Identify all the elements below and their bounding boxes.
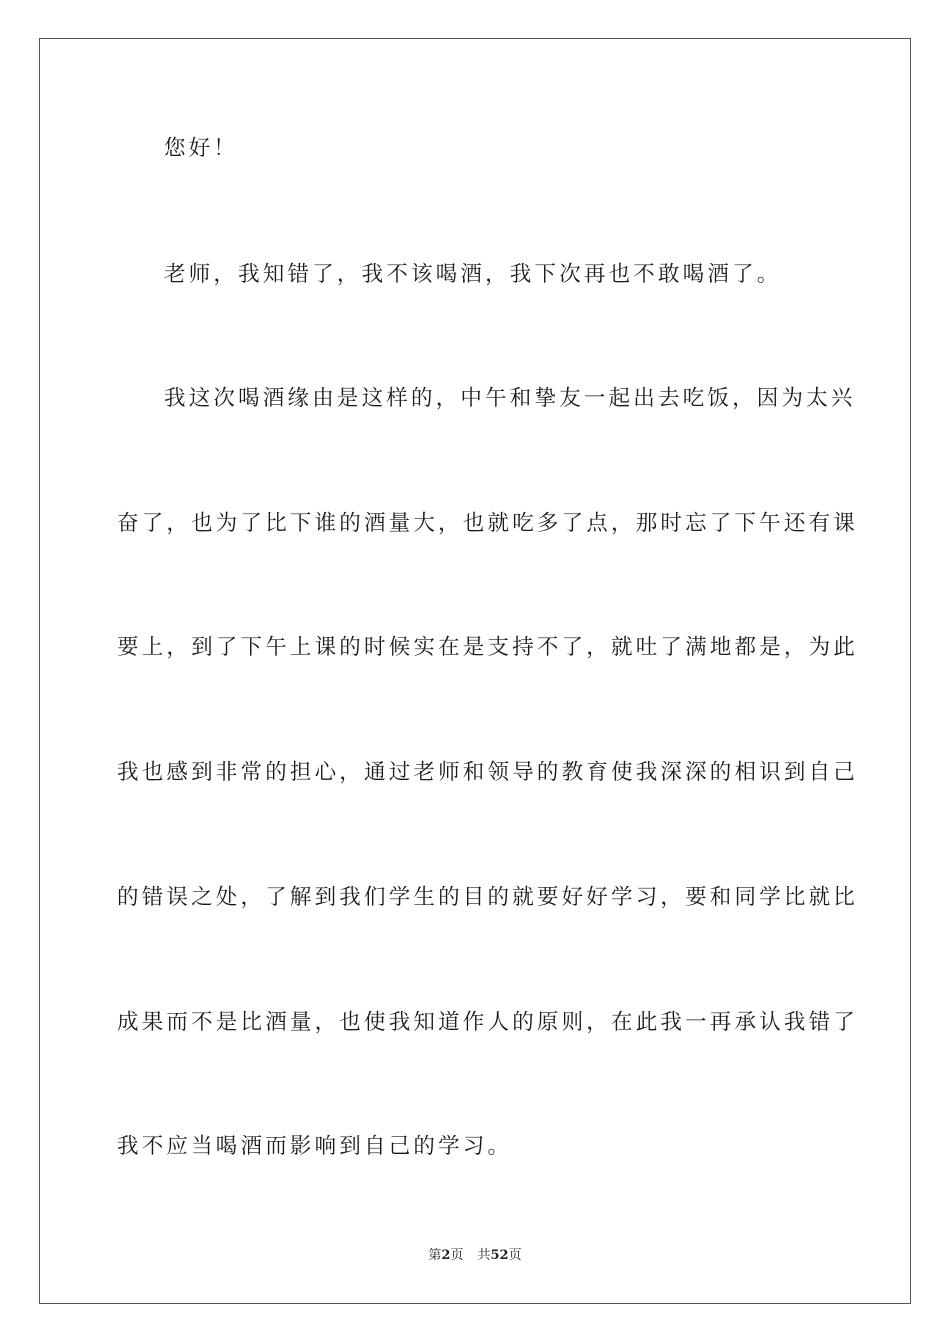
paragraph-line: 奋了，也为了比下谁的酒量大，也就吃多了点，那时忘了下午还有课 [117,511,859,536]
paragraph-line: 成果而不是比酒量，也使我知道作人的原则，在此我一再承认我错了 [117,1010,859,1035]
salutation: 您好！ [164,136,239,161]
paragraph-line: 老师，我知错了，我不该喝酒，我下次再也不敢喝酒了。 [164,262,782,287]
page-footer [0,1247,950,1265]
paragraph-line: 的错误之处，了解到我们学生的目的就要好好学习，要和同学比就比 [117,885,859,910]
paragraph-line: 要上，到了下午上课的时候实在是支持不了，就吐了满地都是，为此 [117,635,859,660]
page-prefix: 第 [428,1248,442,1263]
paragraph-line: 我这次喝酒缘由是这样的，中午和挚友一起出去吃饭，因为太兴 [164,386,856,411]
total-pages: 52 [490,1248,509,1263]
page-number: 2 [441,1248,451,1263]
page-suffix: 页 [450,1248,464,1263]
paragraph-line: 我不应当喝酒而影响到自己的学习。 [117,1134,513,1159]
page-frame [39,38,911,1304]
total-prefix: 共 [477,1248,491,1263]
total-suffix: 页 [508,1248,522,1263]
paragraph-line: 我也感到非常的担心，通过老师和领导的教育使我深深的相识到自己 [117,760,859,785]
